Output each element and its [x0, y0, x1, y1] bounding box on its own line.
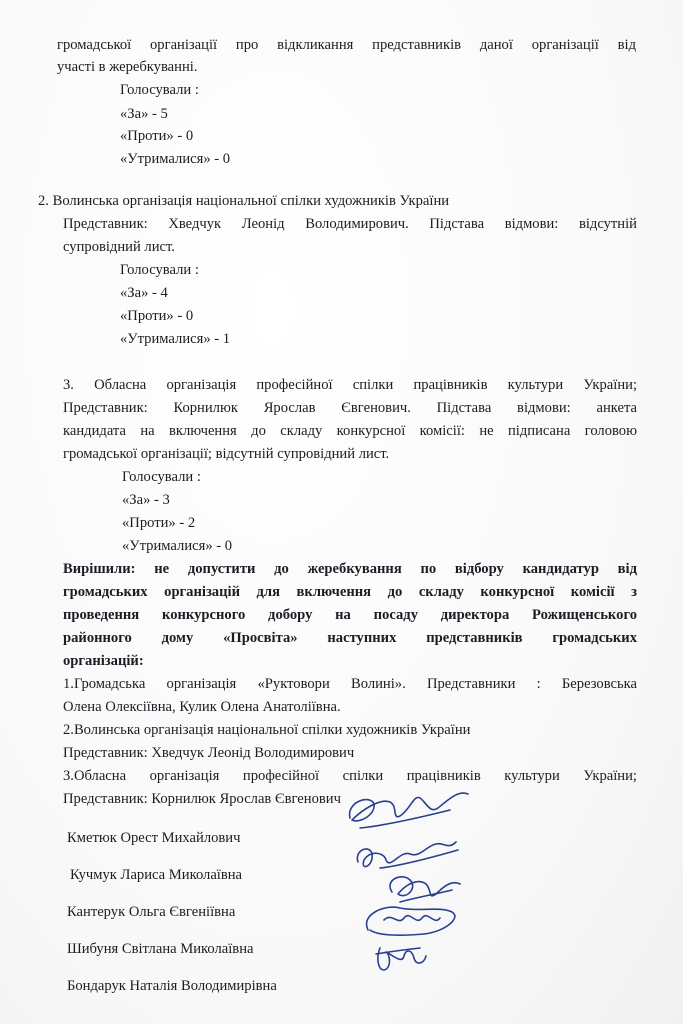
decision-line: Вирішили: не допустити до жеребкування по відбору кандидатур від — [63, 561, 637, 577]
signatory-name: Шибуня Світлана Миколаївна — [67, 941, 254, 957]
signatory-name: Кучмук Лариса Миколаївна — [70, 867, 243, 883]
decision-line: організацій: — [63, 653, 144, 669]
item-heading: 3. Обласна організація професійної спілки працівників культури України; — [63, 377, 637, 393]
vote-against: «Проти» - 0 — [120, 128, 194, 144]
vote-label: Голосували : — [120, 82, 199, 98]
decision-list-item: 1.Громадська організація «Руктовори Волині». Представники : Березовська — [63, 676, 637, 692]
item-heading: 2. Волинська організація національної спілки художників України — [38, 193, 450, 209]
signature-3 — [390, 877, 460, 902]
text-line: участі в жеребкуванні. — [57, 59, 198, 75]
vote-abstain: «Утрималися» - 1 — [120, 331, 231, 347]
vote-label: Голосували : — [122, 469, 201, 485]
text-line: Представник: Хведчук Леонід Володимирович. Підстава відмови: відсутній — [63, 216, 637, 232]
signatory-name: Кметюк Орест Михайлович — [67, 830, 241, 846]
vote-for: «За» - 5 — [120, 106, 168, 122]
signatory-name: Кантерук Ольга Євгеніївна — [67, 904, 236, 920]
vote-for: «За» - 3 — [122, 492, 170, 508]
signature-4 — [367, 907, 455, 935]
text-line: супровідний лист. — [63, 239, 175, 255]
decision-list-item: Олена Олексіївна, Кулик Олена Анатоліївна. — [63, 699, 341, 715]
decision-line: проведення конкурсного добору на посаду директора Рожищенського — [63, 607, 637, 623]
vote-against: «Проти» - 2 — [122, 515, 196, 531]
decision-list-item: 3.Обласна організація професійної спілки працівників культури України; — [63, 768, 637, 784]
signature-2 — [357, 842, 458, 868]
text-line: кандидата на включення до складу конкурсної комісії: не підписана головою — [63, 423, 637, 439]
vote-for: «За» - 4 — [120, 285, 168, 301]
text-line: громадської організації про відкликання представників даної організації від — [57, 37, 636, 53]
decision-list-item: Представник: Хведчук Леонід Володимирович — [63, 745, 355, 761]
signature-1 — [350, 793, 468, 828]
vote-label: Голосували : — [120, 262, 199, 278]
vote-abstain: «Утрималися» - 0 — [122, 538, 233, 554]
signatory-name: Бондарук Наталія Володимирівна — [67, 978, 277, 994]
text-line: громадської організації; відсутній супровідний лист. — [63, 446, 390, 462]
text-line: Представник: Корнилюк Ярослав Євгенович. Підстава відмови: анкета — [63, 400, 637, 416]
vote-against: «Проти» - 0 — [120, 308, 194, 324]
decision-line: районного дому «Просвіта» наступних представників громадських — [63, 630, 637, 646]
decision-line: громадських організацій для включення до складу конкурсної комісії з — [63, 584, 637, 600]
vote-abstain: «Утрималися» - 0 — [120, 151, 231, 167]
signature-5 — [376, 948, 426, 970]
decision-list-item: Представник: Корнилюк Ярослав Євгенович — [63, 791, 341, 807]
handwritten-signatures — [340, 780, 480, 980]
decision-list-item: 2.Волинська організація національної спілки художників України — [63, 722, 471, 738]
